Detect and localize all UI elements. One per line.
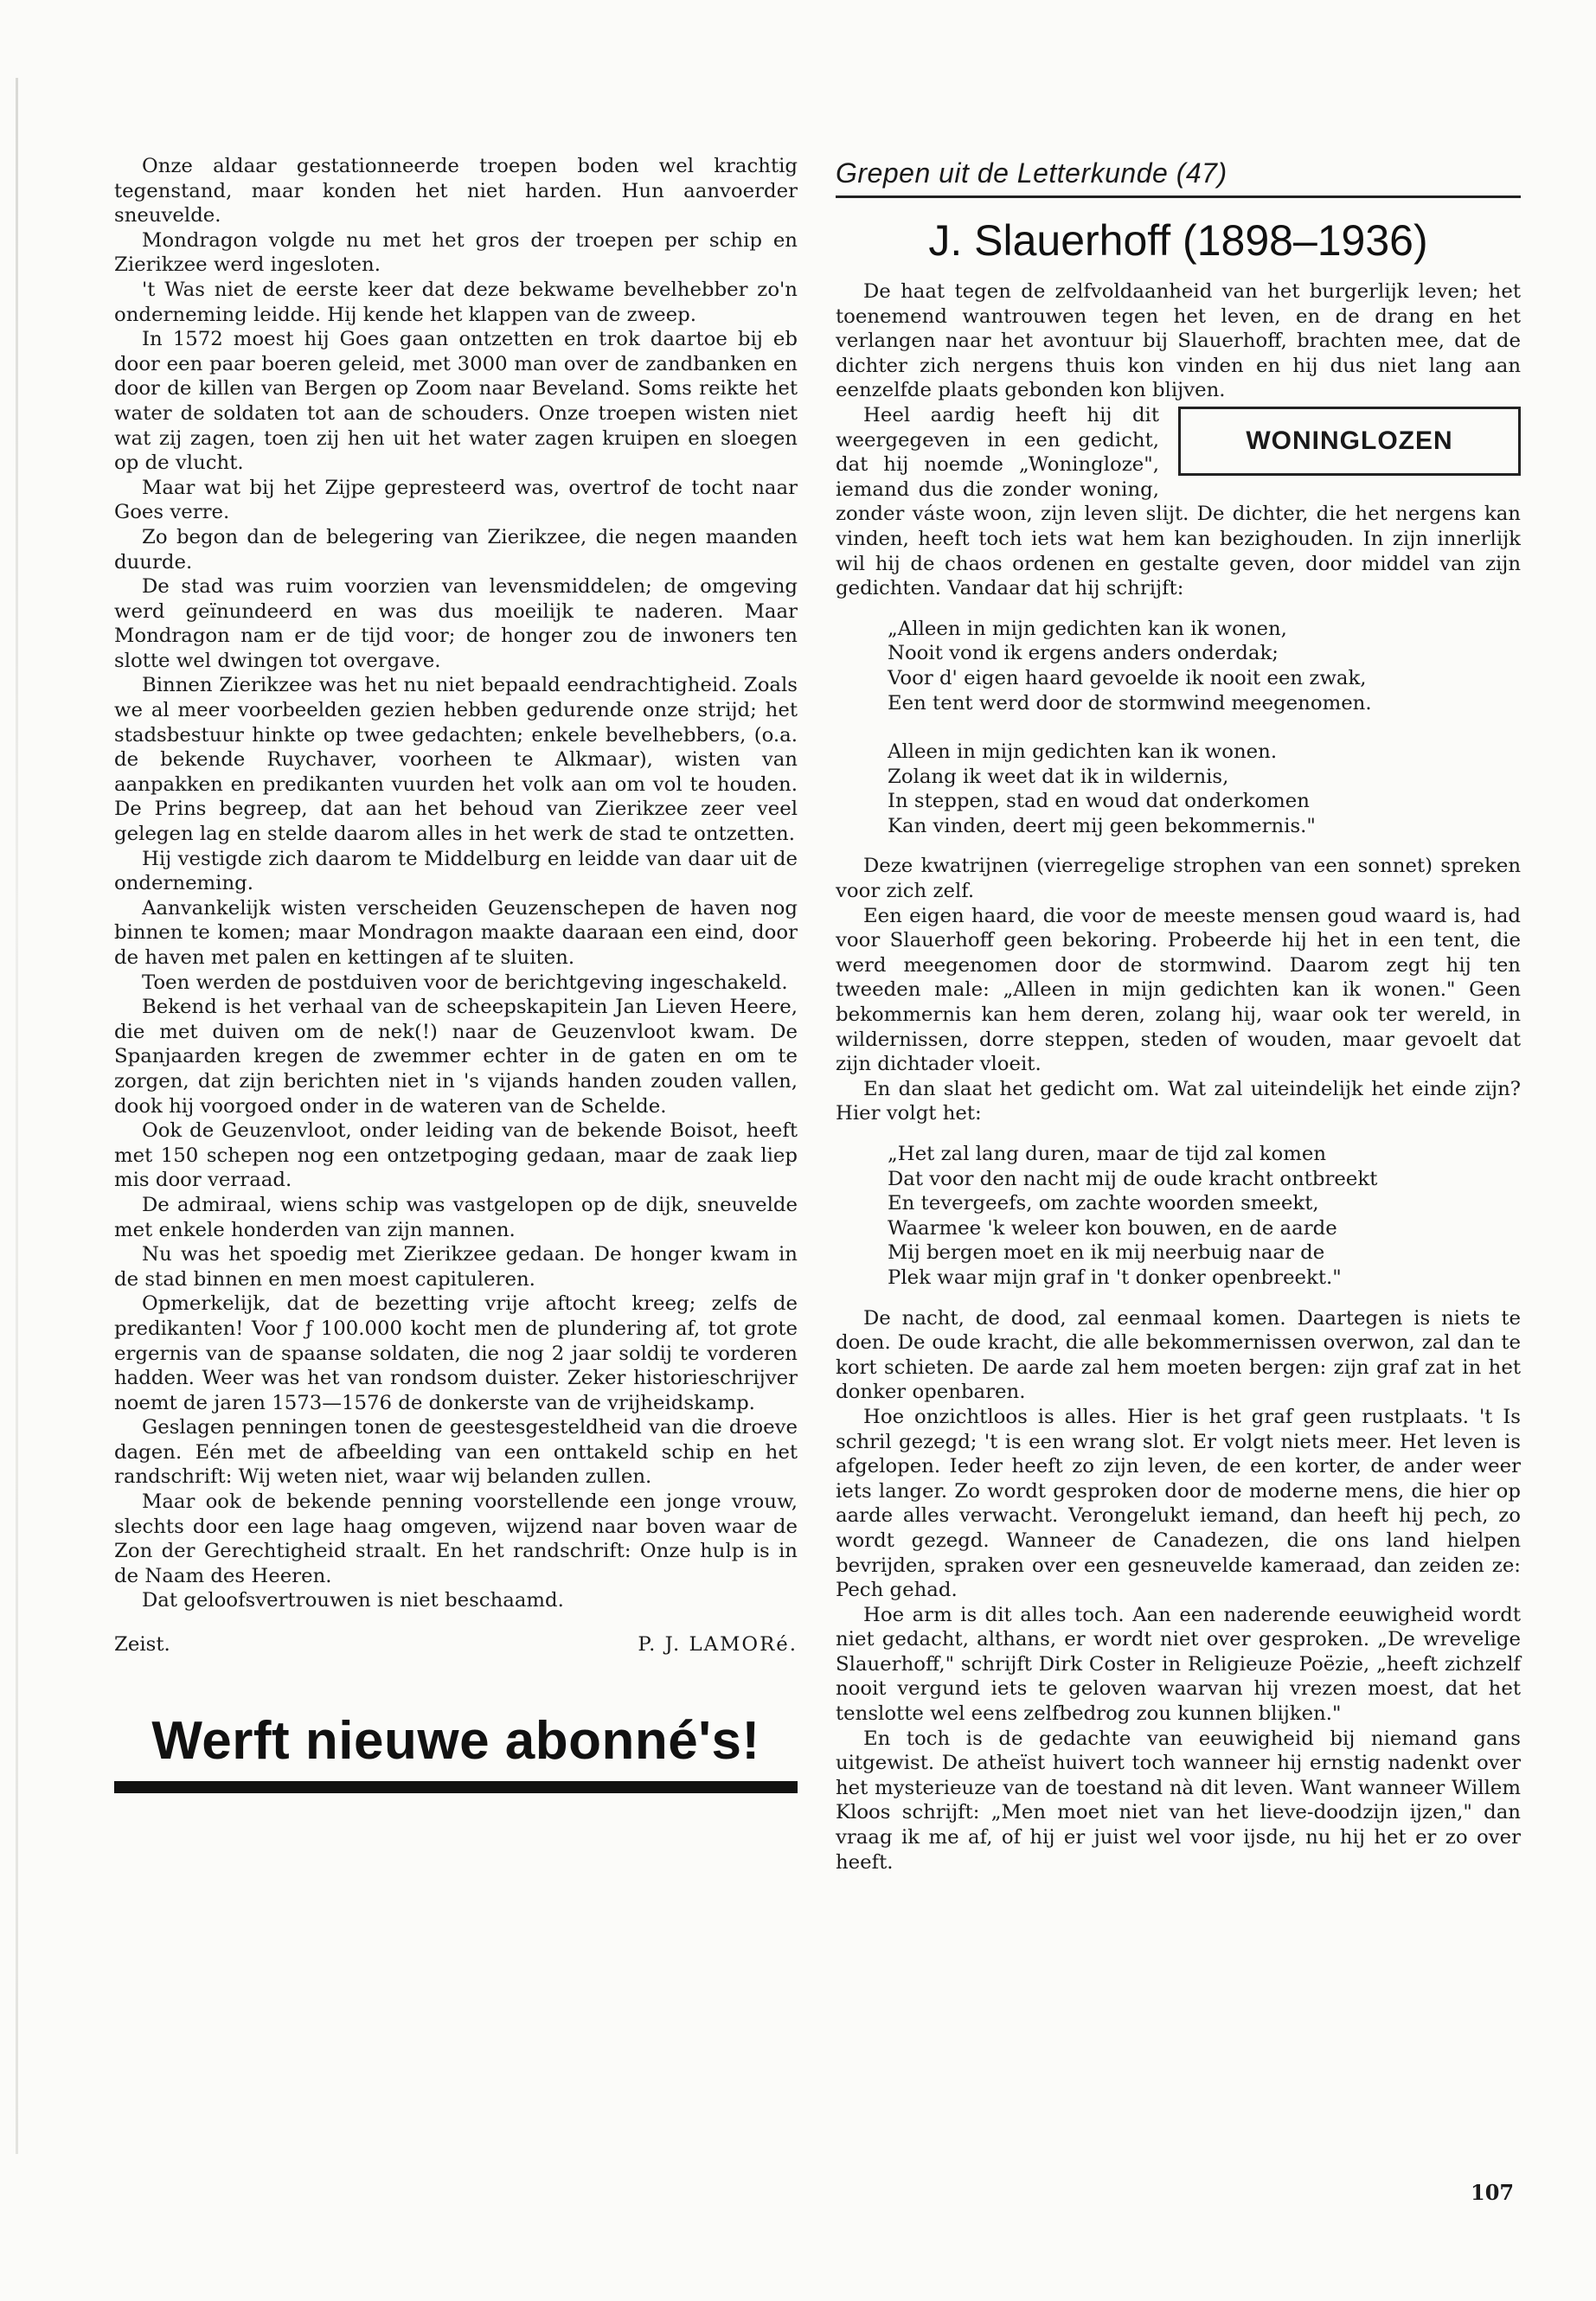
poem-line: Plek waar mijn graf in 't donker openbreekt." <box>888 1266 1342 1289</box>
paragraph: 't Was niet de eerste keer dat deze bekwame bevelhebber zo'n onderneming leidde. Hij kende het klappen van de zweep. <box>114 278 798 326</box>
slogan-underline <box>114 1781 798 1793</box>
right-column <box>836 154 1521 1875</box>
poem-woningloze-part1 <box>888 617 1521 839</box>
poem-line: Alleen in mijn gedichten kan ik wonen. <box>888 740 1278 764</box>
page-number: 107 <box>1471 2180 1515 2205</box>
poem-line: „Alleen in mijn gedichten kan ik wonen, <box>888 617 1287 640</box>
left-column <box>114 154 798 1793</box>
poem-line: Voor d' eigen haard gevoelde ik nooit een zwak, <box>888 666 1367 689</box>
paragraph: Binnen Zierikzee was het nu niet bepaald eendrachtigheid. Zoals we al meer voorbeelden gezien hebben gedurende onze strijd; het stadsbestuur hinkte op twee gedachten; enkele bevelhebbers, (o.a. de bekende Ruychaver, voorheen te Alkmaar), wisten van aanpakken en predikanten vuurden het volk aan om vol te houden. De Prins begreep, dat aan het behoud van Zierikzee zeer veel gelegen lag en stelde daarom alles in het werk de stad te ontzetten. <box>114 674 798 846</box>
poem-line: Mij bergen moet en ik mij neerbuig naar de <box>888 1241 1325 1265</box>
paragraph: De admiraal, wiens schip was vastgelopen op de dijk, sneuvelde met enkele honderden van zijn mannen. <box>114 1193 798 1241</box>
paragraph: Dat geloofsvertrouwen is niet beschaamd. <box>142 1589 564 1612</box>
paragraph: Aanvankelijk wisten verscheiden Geuzenschepen de haven nog binnen te komen; maar Mondragon maakte daaraan een eind, door de haven met palen en kettingen af te sluiten. <box>114 896 798 969</box>
paragraph: Bekend is het verhaal van de scheepskapitein Jan Lieven Heere, die met duiven om de nek(!) naar de Geuzenvloot kwam. De Spanjaarden kregen de zwemmer echter in de gaten en om te zorgen, dat zijn berichten niet in 's vijands handen zouden vallen, dook hij voorgoed onder in de wateren van de Schelde. <box>114 996 798 1118</box>
paragraph: Opmerkelijk, dat de bezetting vrije aftocht kreeg; zelfs de predikanten! Voor ƒ 100.000 kocht men de plundering af, tot grote ergernis van de spaanse soldaten, die nog 2 jaar soldij te vorderen hadden. Weer was het van rondsom duister. Zeker historieschrijver noemt de jaren 1573—1576 de donkerste van de vrijheidskamp. <box>114 1292 798 1414</box>
poem-line: In steppen, stad en woud dat onderkomen <box>888 790 1310 813</box>
poem-line: Waarmee 'k weleer kon bouwen, en de aarde <box>888 1216 1337 1240</box>
right-intro-body <box>836 279 1521 601</box>
paragraph: Hoe onzichtloos is alles. Hier is het graf geen rustplaats. 't Is schril gezegd; 't is een wrang slot. Er volgt niets meer. Het leven is afgelopen. Ieder heeft zo zijn leven, de een korter, de ander weer iets langer. Zo wordt gesproken door de moderne mens, die hier op aarde alles verwacht. Verongelukt iemand, dan heeft hij pech, zo wordt gezegd. Wanneer de Canadezen, die ons land hielpen bevrijden, spraken over een gesneuvelde kameraad, dan zeiden ze: Pech gehad. <box>836 1405 1521 1602</box>
paragraph: Hoe arm is dit alles toch. Aan een naderende eeuwigheid wordt niet gedacht, althans, er wordt niet over gesproken. „De wrevelige Slauerhoff," schrijft Dirk Coster in Religieuze Poëzie, „heeft zichzelf nooit vergund iets te geloven waarvan hij vrezen moest, dat het tenslotte wel eens zelfbedrog zou kunnen blijken." <box>836 1603 1521 1726</box>
series-title: Grepen uit de Letterkunde (47) <box>836 156 1521 198</box>
poem-stanza <box>888 617 1521 715</box>
paragraph: En dan slaat het gedicht om. Wat zal uiteindelijk het einde zijn? Hier volgt het: <box>836 1077 1521 1125</box>
paragraph: Geslagen penningen tonen de geestesgesteldheid van die droeve dagen. Eén met de afbeelding van een onttakeld schip en het randschrift: Wij weten niet, waar wij belanden zullen. <box>114 1416 798 1489</box>
paragraph: De haat tegen de zelfvoldaanheid van het burgerlijk leven; het toenemend wantrouwen tegen het leven, en de drang en het verlangen naar het avontuur bij Slauerhoff, brachten mee, dat de dichter zich nergens thuis kon vinden en hij dus niet lang aan eenzelfde plaats gebonden kon blijven. <box>836 280 1521 402</box>
paragraph: Maar wat bij het Zijpe gepresteerd was, overtrof de tocht naar Goes verre. <box>114 476 798 524</box>
poem-line: „Het zal lang duren, maar de tijd zal komen <box>888 1143 1327 1165</box>
article-title: J. Slauerhoff (1898–1936) <box>928 216 1428 265</box>
paragraph: Nu was het spoedig met Zierikzee gedaan. De honger kwam in de stad binnen en men moest capituleren. <box>114 1243 798 1291</box>
paragraph: Deze kwatrijnen (vierregelige strophen van een sonnet) spreken voor zich zelf. <box>836 855 1521 903</box>
scan-edge-shadow <box>16 78 18 2154</box>
subscription-slogan: Werft nieuwe abonné's! <box>151 1711 760 1772</box>
paragraph: Maar ook de bekende penning voorstellende een jonge vrouw, slechts door een lage haag omgeven, wijzend naar boven waar de Zon der Gerechtigheid straalt. En het randschrift: Onze hulp is in de Naam des Heeren. <box>114 1490 798 1587</box>
paragraph: Hij vestigde zich daarom te Middelburg en leidde van daar uit de onderneming. <box>114 847 798 895</box>
poem-line: Kan vinden, deert mij geen bekommernis." <box>888 814 1316 837</box>
signature-place: Zeist. <box>114 1633 170 1657</box>
paragraph: Onze aldaar gestationneerde troepen boden wel krachtig tegenstand, maar konden het niet harden. Hun aanvoerder sneuvelde. <box>114 155 798 228</box>
poem-line: Dat voor den nacht mij de oude kracht ontbreekt <box>888 1167 1378 1190</box>
poem-line: Nooit vond ik ergens anders onderdak; <box>888 642 1279 665</box>
poem-line: En tevergeefs, om zachte woorden smeekt, <box>888 1192 1319 1215</box>
left-article-body <box>114 154 798 1613</box>
paragraph: Ook de Geuzenvloot, onder leiding van de bekende Boisot, heeft met 150 schepen nog een ontzetpoging gedaan, maar de zaak liep mis door verraad. <box>114 1119 798 1192</box>
paragraph: Zo begon dan de belegering van Zierikzee, die negen maanden duurde. <box>114 525 798 574</box>
paragraph: De nacht, de dood, zal eenmaal komen. Daartegen is niets te doen. De oude kracht, die alle bekommernissen overwon, zal dan te kort schieten. De aarde zal hem moeten bergen: zijn graf zat in het donker openbaren. <box>836 1306 1521 1404</box>
poem-title-box: WONINGLOZEN <box>1178 407 1521 476</box>
right-middle-body <box>836 854 1521 1126</box>
signature-author: P. J. LAMORé. <box>638 1633 798 1657</box>
paragraph: Toen werden de postduiven voor de berichtgeving ingeschakeld. <box>142 971 788 994</box>
paragraph: Mondragon volgde nu met het gros der troepen per schip en Zierikzee werd ingesloten. <box>114 228 798 277</box>
right-closing-body <box>836 1306 1521 1875</box>
poem-stanza <box>888 740 1521 838</box>
poem-line: Zolang ik weet dat ik in wildernis, <box>888 765 1229 788</box>
poem-line: Een tent werd door de stormwind meegenomen. <box>888 691 1372 715</box>
paragraph: Een eigen haard, die voor de meeste mensen goud waard is, had voor Slauerhoff geen bekoring. Probeerde hij het in een tent, die werd meegenomen door de stormwind. Daarom zegt hij ten tweeden male: „Alleen in mijn gedichten kan ik wonen." Geen bekommernis kan hem deren, zolang hij, waar ook ter wereld, in wildernissen, dorre steppen, steden of wouden, maar gevoelt dat zijn dichtader vloeit. <box>836 904 1521 1076</box>
paragraph: En toch is de gedachte van eeuwigheid bij niemand gans uitgewist. De atheïst huivert toch wanneer hij ernstig nadenkt over het mysterieuze van de toestand nà dit leven. Want wanneer Willem Kloos schrijft: „Men moet niet van het lieve-doodzijn ijzen," dan vraag ik me af, of hij er juist wel voor ijsde, nu hij het er zo over heeft. <box>836 1727 1521 1874</box>
poem-woningloze-part2 <box>888 1142 1521 1291</box>
signature-line <box>114 1632 798 1657</box>
paragraph: In 1572 moest hij Goes gaan ontzetten en trok daartoe bij eb door een paar boeren geleid, met 3000 man over de zandbanken en door de killen van Bergen op Zoom naar Beveland. Soms reikte het water de soldaten tot aan de schouders. Onze troepen wisten niet wat zij zagen, toen zij hen uit het water zagen kruipen en sloegen op de vlucht. <box>114 328 798 475</box>
poem-stanza <box>888 1142 1521 1291</box>
paragraph: Heel aardig heeft hij dit weergegeven in een gedicht, dat hij noemde „Woningloze", iemand dus die zonder woning, zonder váste woon, zijn leven slijt. De dichter, die het nergens kan vinden, heeft toch iets wat hem kan bezighouden. In zijn innerlijk wil hij de chaos ordenen en gestalte geven, door middel van zijn gedichten. Vandaar dat hij schrijft: <box>836 403 1521 600</box>
paragraph: De stad was ruim voorzien van levensmiddelen; de omgeving werd geïnundeerd en was dus moeilijk te naderen. Maar Mondragon nam er de tijd voor; de honger zou de inwoners ten slotte wel dwingen tot overgave. <box>114 575 798 672</box>
